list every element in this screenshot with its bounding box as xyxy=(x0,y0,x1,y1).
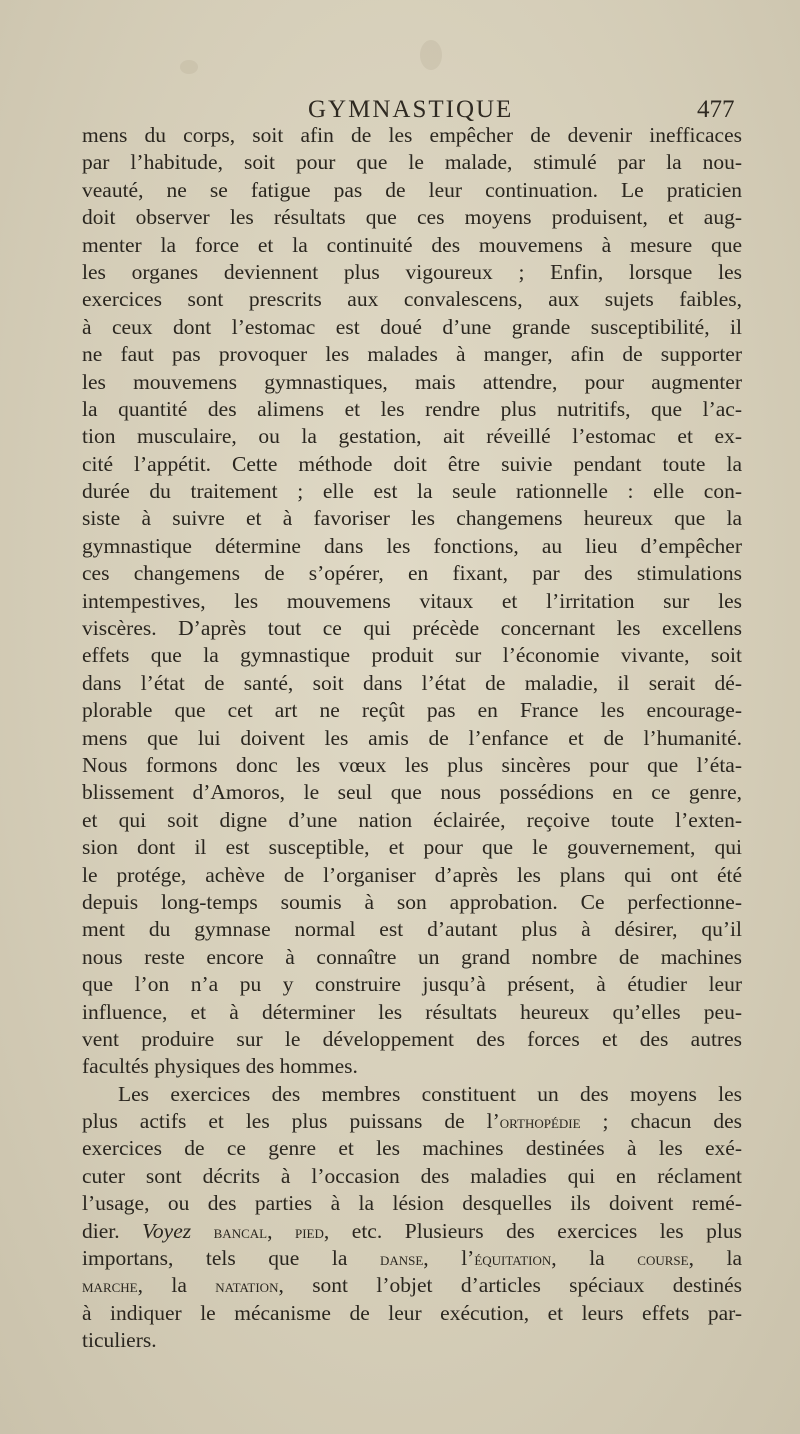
text-run: importans, tels que la xyxy=(82,1246,348,1271)
text-line: depuis long-temps soumis à son approbation. Ce perfectionne- xyxy=(82,889,742,914)
text-line: intempestives, les mouvemens vitaux et l’irritation sur les xyxy=(82,588,742,613)
text-line: doit observer les résultats que ces moyens produisent, et aug- xyxy=(82,205,742,230)
text-line: le protége, achève de l’organiser d’après les plans qui ont été xyxy=(82,862,742,887)
text-line: ces changemens de s’opérer, en fixant, par des stimulations xyxy=(82,561,742,586)
text-line: exercices sont prescrits aux convalescens, aux sujets faibles, xyxy=(82,287,742,312)
text-line: mens du corps, soit afin de les empêcher de devenir inefficaces xyxy=(82,123,742,147)
text-line: à indiquer le mécanisme de leur exécution, et leurs effets par- xyxy=(82,1300,742,1325)
text-run: dier. xyxy=(82,1218,120,1243)
text-line: les organes deviennent plus vigoureux ; Enfin, lorsque les xyxy=(82,259,742,284)
text-line: les mouvemens gymnastiques, mais attendre, pour augmenter xyxy=(82,369,742,394)
text-line: que l’on n’a pu y construire jusqu’à présent, à étudier leur xyxy=(82,972,742,997)
text-line: effets que la gymnastique produit sur l’économie vivante, soit xyxy=(82,643,742,668)
term-pied: pied xyxy=(295,1221,324,1243)
running-head: GYMNASTIQUE xyxy=(308,96,514,123)
page-number: 477 xyxy=(697,96,735,123)
text-line: et qui soit digne d’une nation éclairée, reçoive toute l’exten- xyxy=(82,807,742,832)
text-line: cuter sont décrits à l’occasion des maladies qui en réclament xyxy=(82,1163,742,1188)
term-natation: natation xyxy=(215,1276,279,1298)
paper-stain xyxy=(420,40,442,70)
text-line: Les exercices des membres constituent un des moyens les xyxy=(118,1081,742,1106)
text-line: nous reste encore à connaître un grand nombre de machines xyxy=(82,944,742,969)
text-run: , la xyxy=(551,1246,605,1271)
text-line: menter la force et la continuité des mouvemens à mesure que xyxy=(82,232,742,257)
text-run: , l’ xyxy=(423,1246,475,1271)
text-line: mens que lui doivent les amis de l’enfance et de l’humanité. xyxy=(82,725,742,750)
term-equitation: équitation xyxy=(474,1249,552,1271)
text-line-composite xyxy=(82,1245,742,1272)
text-line: ticuliers. xyxy=(82,1328,157,1353)
text-line: exercices de ce genre et les machines destinées à les exé- xyxy=(82,1136,742,1161)
text-line: l’usage, ou des parties à la lésion desquelles ils doivent remé- xyxy=(82,1191,742,1216)
text-run: plus actifs et les plus puissans de l’ xyxy=(82,1109,500,1134)
term-orthopedie: orthopédie xyxy=(499,1112,581,1134)
body-text xyxy=(82,122,742,1355)
term-voyez: Voyez xyxy=(142,1218,192,1243)
text-line: par l’habitude, soit pour que le malade, stimulé par la nou- xyxy=(82,150,742,175)
text-line: plorable que cet art ne reçût pas en France les encourage- xyxy=(82,698,742,723)
text-line: Nous formons donc les vœux les plus sincères pour que l’éta- xyxy=(82,752,742,777)
text-line: durée du traitement ; elle est la seule rationnelle : elle con- xyxy=(82,479,742,504)
text-line-composite: dier. Voyez bancal, pied, etc. Plusieurs des exercices les plus xyxy=(82,1218,743,1243)
text-run: , la xyxy=(137,1273,187,1298)
text-line-composite xyxy=(82,1108,742,1135)
text-run: , sont l’objet d’articles spéciaux destinés xyxy=(278,1273,743,1298)
term-bancal: bancal xyxy=(213,1221,268,1243)
text-line: à ceux dont l’estomac est doué d’une grande susceptibilité, il xyxy=(82,314,742,339)
text-line: facultés physiques des hommes. xyxy=(82,1054,358,1079)
text-line: tion musculaire, ou la gestation, ait réveillé l’estomac et ex- xyxy=(82,424,742,449)
text-line-composite xyxy=(82,1272,742,1299)
text-line: gymnastique détermine dans les fonctions, au lieu d’empêcher xyxy=(82,533,742,558)
text-line: ment du gymnase normal est d’autant plus à désirer, qu’il xyxy=(82,917,742,942)
text-line: sion dont il est susceptible, et pour que le gouvernement, qui xyxy=(82,835,742,860)
paper-stain xyxy=(180,60,198,74)
text-run: , etc. Plusieurs des exercices les plus xyxy=(323,1218,743,1243)
term-marche: marche xyxy=(82,1276,138,1298)
text-run: ; chacun des xyxy=(580,1109,743,1134)
text-line: la quantité des alimens et les rendre plus nutritifs, que l’ac- xyxy=(82,396,742,421)
term-danse: danse xyxy=(379,1249,424,1271)
text-line: siste à suivre et à favoriser les changemens heureux que la xyxy=(82,506,742,531)
text-line: influence, et à déterminer les résultats heureux qu’elles peu- xyxy=(82,999,742,1024)
text-line: veauté, ne se fatigue pas de leur continuation. Le praticien xyxy=(82,177,742,202)
term-course: course xyxy=(637,1249,689,1271)
text-line: dans l’état de santé, soit dans l’état de maladie, il serait dé- xyxy=(82,670,742,695)
text-line: ne faut pas provoquer les malades à manger, afin de supporter xyxy=(82,342,742,367)
text-line: viscères. D’après tout ce qui précède concernant les excellens xyxy=(82,616,742,641)
text-line: vent produire sur le développement des forces et des autres xyxy=(82,1026,742,1051)
text-run: , la xyxy=(688,1246,743,1271)
text-line: blissement d’Amoros, le seul que nous possédions en ce genre, xyxy=(82,780,742,805)
text-line: cité l’appétit. Cette méthode doit être suivie pendant toute la xyxy=(82,451,742,476)
